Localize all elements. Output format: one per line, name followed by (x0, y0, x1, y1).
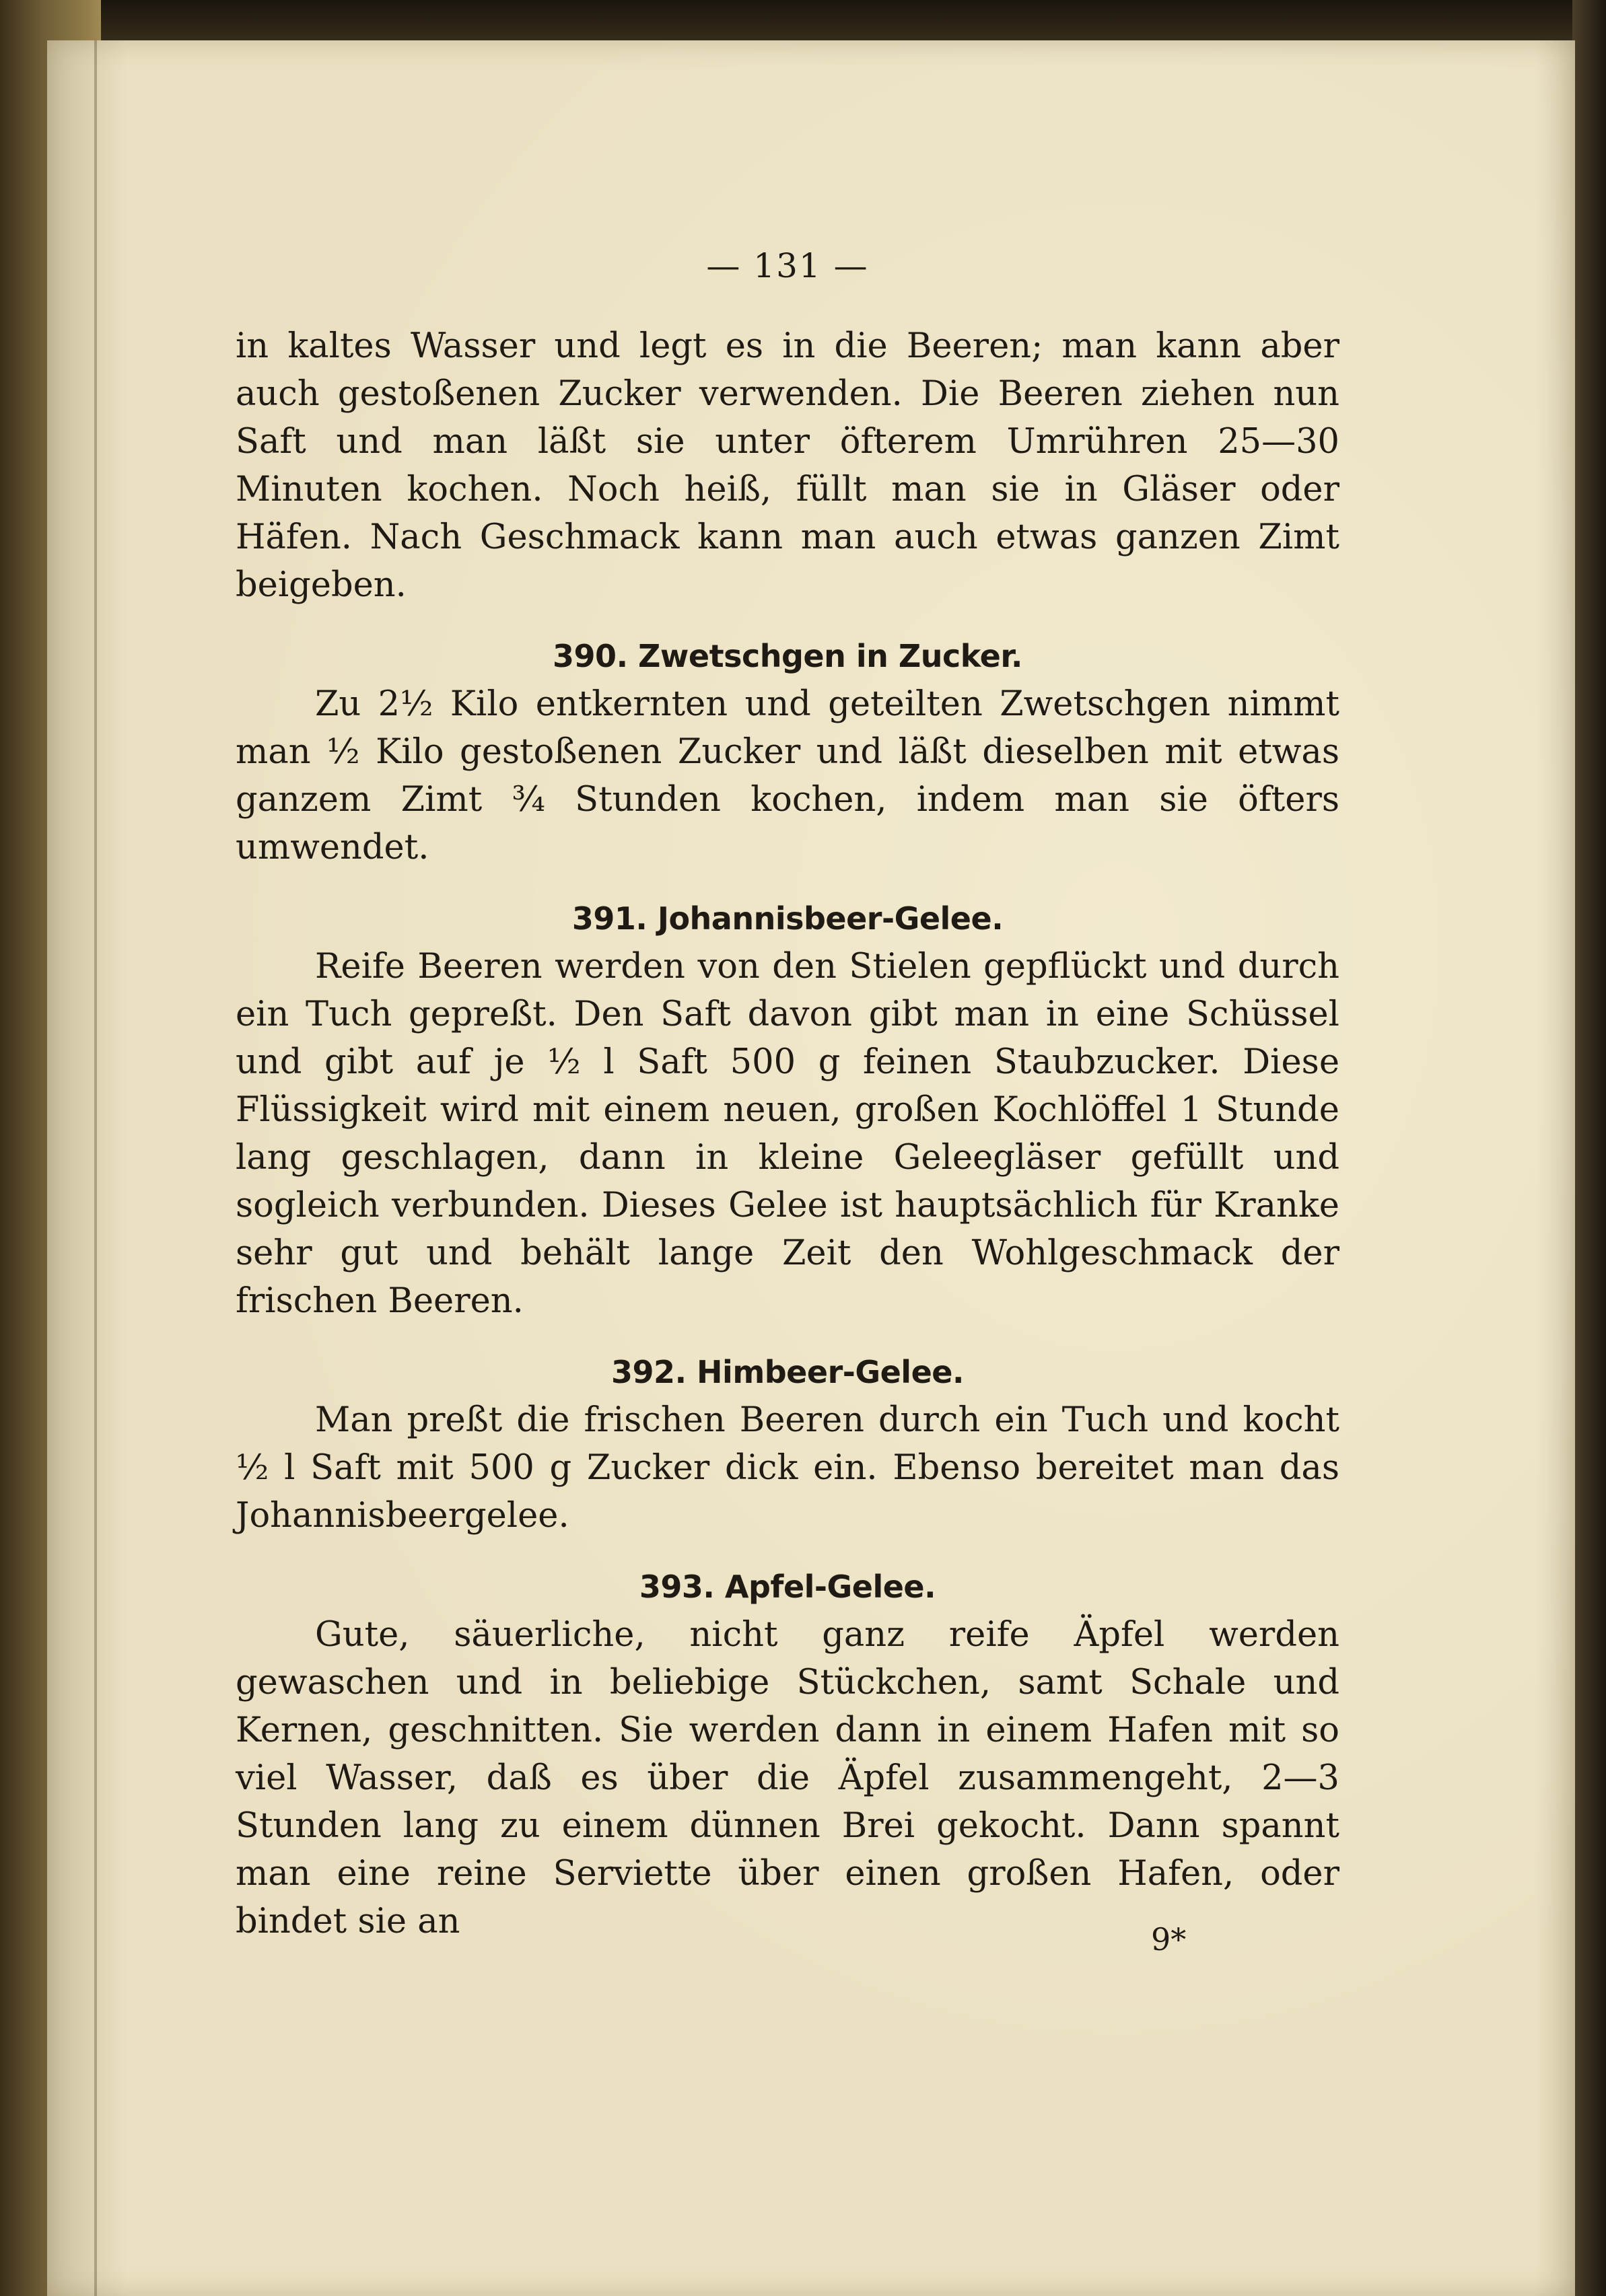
gutter-fold (94, 40, 97, 2296)
recipe-heading-390: 390. Zwetschgen in Zucker. (553, 638, 1022, 674)
recipe-heading-393: 393. Apfel-Gelee. (639, 1569, 936, 1605)
recipe-text-390: Zu 2½ Kilo entkernten und geteilten Zwetschgen nimmt man ½ Kilo gestoßenen Zucker und läßt dieselben mit etwas ganzem Zimt ¾ Stunden kochen, indem man sie öfters umwendet. (236, 684, 1339, 867)
recipe-text-392: Man preßt die frischen Beeren durch ein Tuch und kocht ½ l Saft mit 500 g Zucker dick ein. Ebenso bereitet man das Johannisbeergelee. (236, 1400, 1339, 1536)
intro-paragraph: in kaltes Wasser und legt es in die Beeren; man kann aber auch gestoßenen Zucker verwenden. Die Beeren ziehen nun Saft und man läßt sie unter öfterem Umrühren 25—30 Minuten kochen. Noch heiß, füllt man sie in Gläser oder Häfen. Nach Geschmack kann man auch etwas ganzen Zimt beigeben. (236, 326, 1339, 605)
book-right-edge (1572, 0, 1606, 2296)
recipe-heading-392: 392. Himbeer-Gelee. (611, 1354, 964, 1390)
recipe-heading-391: 391. Johannisbeer-Gelee. (571, 900, 1004, 937)
page-sheet (47, 40, 1575, 2296)
text-column (236, 242, 1339, 1945)
recipe-text-391: Reife Beeren werden von den Stielen gepflückt und durch ein Tuch gepreßt. Den Saft davon gibt man in eine Schüssel und gibt auf je ½ l Saft 500 g feinen Staubzucker. Diese Flüssigkeit wird mit einem neuen, großen Kochlöffel 1 Stunde lang geschlagen, dann in kleine Geleegläser gefüllt und sogleich verbunden. Dieses Gelee ist hauptsächlich für Kranke sehr gut und behält lange Zeit den Wohlgeschmack der frischen Beeren. (236, 947, 1339, 1321)
page-number: — 131 — (706, 246, 869, 285)
recipe-text-393: Gute, säuerliche, nicht ganz reife Äpfel werden gewaschen und in beliebige Stückchen, samt Schale und Kernen, geschnitten. Sie werden dann in einem Hafen mit so viel Wasser, daß es über die Äpfel zusammengeht, 2—3 Stunden lang zu einem dünnen Brei gekocht. Dann spannt man eine reine Serviette über einen großen Hafen, oder bindet sie an (236, 1615, 1339, 1941)
signature-mark: 9* (1151, 1921, 1187, 1958)
